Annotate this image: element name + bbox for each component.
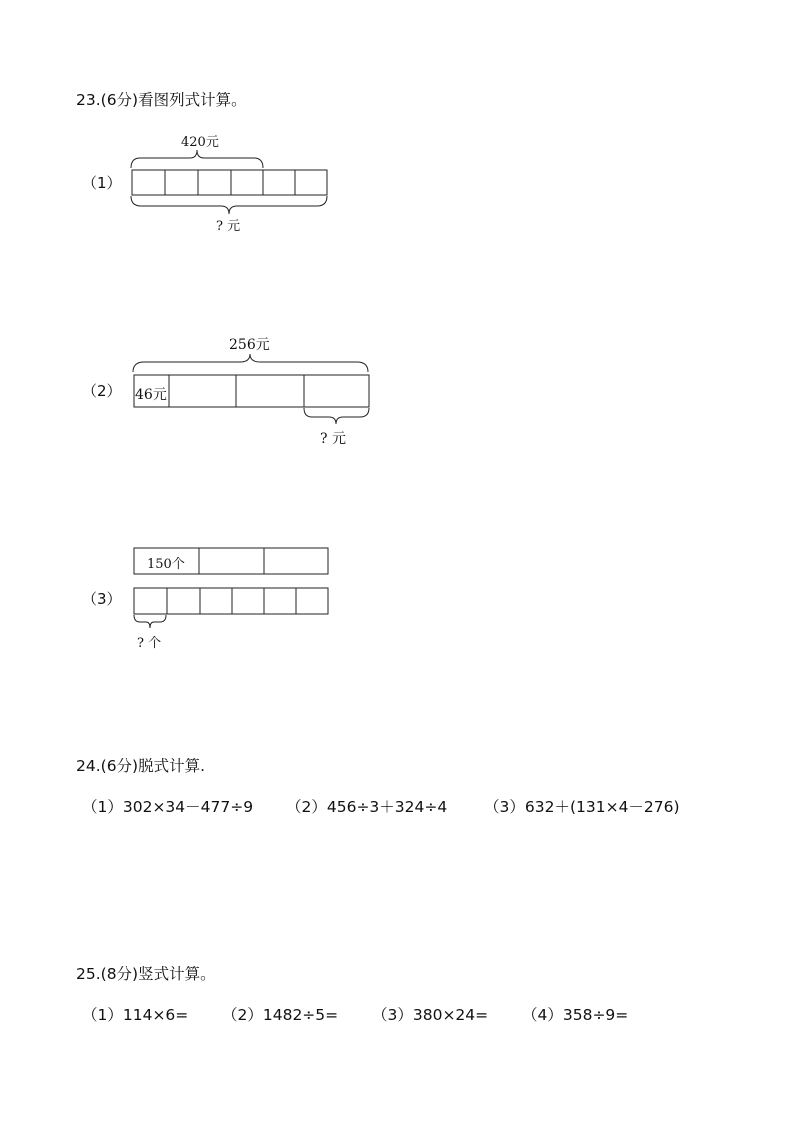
fig3-question: ? 个: [137, 636, 162, 651]
fig2-label: （2）: [82, 382, 122, 400]
fig3-top-bar: [134, 548, 328, 574]
fig3-bottom-bar: [134, 588, 328, 614]
fig3-label: （3）: [82, 590, 122, 608]
q24-title: 24.(6分)脱式计算.: [76, 757, 206, 775]
q24-item-3: （3）632＋(131×4－276): [484, 798, 680, 816]
q25-title: 25.(8分)竖式计算。: [76, 965, 216, 983]
q25-item-3: （3）380×24=: [372, 1006, 489, 1024]
fig3-first-segment: 150个: [147, 557, 185, 572]
q25-item-4: （4）358÷9=: [522, 1006, 629, 1024]
fig2-first-segment: 46元: [135, 387, 167, 403]
q24-item-1: （1）302×34－477÷9: [82, 798, 254, 816]
q25-item-2: （2）1482÷5=: [222, 1006, 339, 1024]
fig3-bottom-brace: [134, 615, 166, 628]
q23-title: 23.(6分)看图列式计算。: [76, 91, 247, 109]
fig1-bottom-amount: ? 元: [216, 219, 241, 234]
fig2-total: 256元: [229, 337, 270, 353]
q24-item-2: （2）456÷3＋324÷4: [286, 798, 448, 816]
fig1-label: （1）: [82, 174, 122, 192]
fig2-question: ? 元: [320, 431, 346, 447]
fig1-top-amount: 420元: [181, 135, 219, 150]
q25-item-1: （1）114×6=: [82, 1006, 189, 1024]
